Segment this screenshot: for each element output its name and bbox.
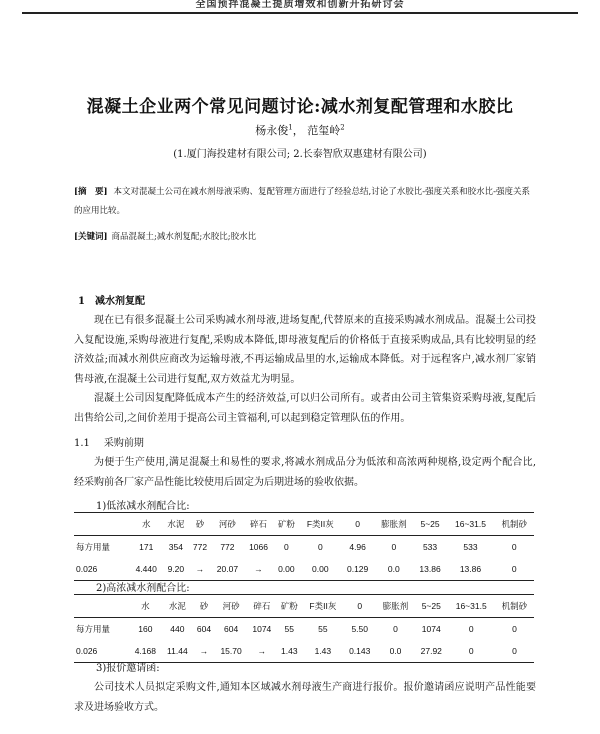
- table-cell: 0: [494, 536, 534, 559]
- section-heading: [78, 292, 145, 307]
- table-header-cell: 膨胀剂: [376, 595, 415, 618]
- keywords-text: 商品混凝土;减水剂复配;水胶比;胶水比: [111, 232, 257, 242]
- table-cell: 1066: [244, 536, 273, 559]
- subsection-number: 1.1: [74, 438, 90, 449]
- table-cell: 0: [495, 640, 534, 663]
- mix-label: 3)报价邀请函:: [96, 663, 160, 674]
- table-cell: 20.07: [211, 558, 244, 581]
- mix-label: 2)高浓减水剂配合比:: [96, 583, 190, 594]
- paragraph: 公司技术人员拟定采购文件,通知本区域减水剂母液生产商进行报价。报价邀请函应说明产品性能要求及进场验收方式。: [74, 682, 536, 713]
- subsection-heading: [74, 434, 144, 449]
- abstract: [74, 183, 538, 221]
- table-cell: 0.129: [341, 558, 374, 581]
- keywords-label: [关键词]: [74, 232, 108, 242]
- paragraph: 混凝土公司因复配降低成本产生的经济效益,可以归公司所有。或者由公司主管集资采购母液,复配后出售给公司,之间价差用于提高公司主管福利,可以起到稳定管理队伍的作用。: [74, 393, 536, 424]
- table-cell: →: [247, 640, 276, 663]
- table-cell: 0.143: [343, 640, 376, 663]
- affiliation: (1.厦门海投建材有限公司; 2.长泰智欣双惠建材有限公司): [173, 149, 427, 160]
- table-cell: 5.50: [343, 618, 376, 641]
- section-number: 1: [78, 296, 85, 307]
- author-name: 杨永俊: [255, 124, 289, 137]
- table-cell: 4.168: [129, 640, 162, 663]
- table-cell: 55: [302, 618, 343, 641]
- table-cell: 1074: [247, 618, 276, 641]
- table-header-cell: 机制砂: [495, 595, 534, 618]
- author-sup: 1: [288, 123, 293, 132]
- table-cell: 0: [495, 618, 534, 641]
- table-cell: 533: [447, 536, 495, 559]
- table-cell: 4.96: [341, 536, 374, 559]
- table-cell: →: [189, 558, 211, 581]
- table-cell: 1.43: [302, 640, 343, 663]
- table-header-cell: [74, 513, 130, 536]
- table-cell: →: [244, 558, 273, 581]
- table-header-cell: 水: [130, 513, 163, 536]
- table-cell: 55: [276, 618, 302, 641]
- table-header-cell: 矿粉: [276, 595, 302, 618]
- table-header-cell: 砂: [189, 513, 211, 536]
- abstract-label: [摘 要]: [74, 187, 108, 197]
- table-cell: 15.70: [215, 640, 248, 663]
- keywords: [74, 230, 538, 242]
- table-cell: 0.0: [376, 640, 415, 663]
- table-cell: 9.20: [163, 558, 189, 581]
- table-header-cell: 0: [343, 595, 376, 618]
- paragraph: 现在已有很多混凝土公司采购减水剂母液,进场复配,代替原来的直接采购减水剂成品。混凝土公司投入复配设施,采购母液进行复配,采购成本降低,即母液复配后的价格低于直接采购成品,具有比较明显的经济效益;而减水剂供应商改为运输母液,不再运输成品里的水,运输成本降低。对于远程客户,减水剂厂家销售母液,在混凝土公司进行复配,双方效益尤为明显。: [74, 315, 536, 385]
- mix-table-high: [74, 594, 534, 663]
- table-header-cell: F类II灰: [300, 513, 342, 536]
- mix-label: 1)低浓减水剂配合比:: [96, 501, 190, 512]
- table-cell: 533: [414, 536, 447, 559]
- table-cell: 0: [300, 536, 342, 559]
- author-list: 杨永俊$^1$， 范玺岭$^2$: [255, 123, 345, 137]
- section-title: 减水剂复配: [94, 296, 145, 307]
- running-header: [22, 0, 578, 14]
- table-cell: 0: [273, 536, 299, 559]
- table-cell: 0: [494, 558, 534, 581]
- table-cell: 604: [193, 618, 215, 641]
- article-title: 混凝土企业两个常见问题讨论:减水剂复配管理和水胶比: [86, 97, 514, 117]
- table-header-cell: [74, 595, 129, 618]
- table-cell: 160: [129, 618, 162, 641]
- table-row: [74, 618, 534, 641]
- table-cell: 1.43: [276, 640, 302, 663]
- author-name: 范玺岭: [307, 124, 341, 137]
- table-cell: 27.92: [415, 640, 448, 663]
- table-header-cell: 16~31.5: [448, 595, 495, 618]
- table-header-cell: 机制砂: [494, 513, 534, 536]
- table-cell: 354: [163, 536, 189, 559]
- table-cell: 13.86: [414, 558, 447, 581]
- table-row: [74, 536, 534, 559]
- table-cell: 0: [376, 618, 415, 641]
- table-header-cell: 砂: [193, 595, 215, 618]
- table-cell: →: [193, 640, 215, 663]
- table-header-cell: 水泥: [162, 595, 194, 618]
- table-cell: 440: [162, 618, 194, 641]
- table-cell: 4.440: [130, 558, 163, 581]
- table-cell: 0.026: [74, 558, 130, 581]
- table-cell: 0.00: [300, 558, 342, 581]
- table-cell: 772: [189, 536, 211, 559]
- table-cell: 11.44: [162, 640, 194, 663]
- table-header-cell: 碎石: [247, 595, 276, 618]
- table-cell: 13.86: [447, 558, 495, 581]
- table-header-row: [74, 513, 534, 536]
- table-header-cell: 5~25: [414, 513, 447, 536]
- table-header-cell: 碎石: [244, 513, 273, 536]
- table-cell: 0.026: [74, 640, 129, 663]
- table-cell: 0.00: [273, 558, 299, 581]
- table-header-cell: 河砂: [215, 595, 248, 618]
- abstract-text: 本文对混凝土公司在减水剂母液采购、复配管理方面进行了经验总结,讨论了水胶比-强度关系和胶水比-强度关系的应用比较。: [74, 187, 530, 216]
- table-cell: 0: [448, 618, 495, 641]
- table-cell: 772: [211, 536, 244, 559]
- table-header-cell: 河砂: [211, 513, 244, 536]
- table-header-cell: 膨胀剂: [374, 513, 413, 536]
- table-header-row: [74, 595, 534, 618]
- subsection-title: 采购前期: [103, 438, 144, 449]
- author-sup: 2: [340, 123, 345, 132]
- table-header-cell: 水泥: [163, 513, 189, 536]
- table-header-cell: 矿粉: [273, 513, 299, 536]
- table-header-cell: 5~25: [415, 595, 448, 618]
- table-cell: 每方用量: [74, 618, 129, 641]
- table-cell: 每方用量: [74, 536, 130, 559]
- table-row: [74, 558, 534, 581]
- table-header-cell: 16~31.5: [447, 513, 495, 536]
- running-title: 全国预拌混凝土提质增效和创新开拓研讨会: [195, 0, 405, 10]
- table-header-cell: 水: [129, 595, 162, 618]
- table-header-cell: F类II灰: [302, 595, 343, 618]
- table-cell: 0: [448, 640, 495, 663]
- table-cell: 604: [215, 618, 248, 641]
- table-cell: 0: [374, 536, 413, 559]
- table-header-cell: 0: [341, 513, 374, 536]
- table-cell: 1074: [415, 618, 448, 641]
- table-cell: 171: [130, 536, 163, 559]
- paragraph: 为便于生产使用,满足混凝土和易性的要求,将减水剂成品分为低浓和高浓两种规格,设定两个配合比,经采购前各厂家产品性能比较使用后固定为后期进场的验收依据。: [74, 457, 536, 488]
- table-cell: 0.0: [374, 558, 413, 581]
- mix-table-low: [74, 512, 534, 581]
